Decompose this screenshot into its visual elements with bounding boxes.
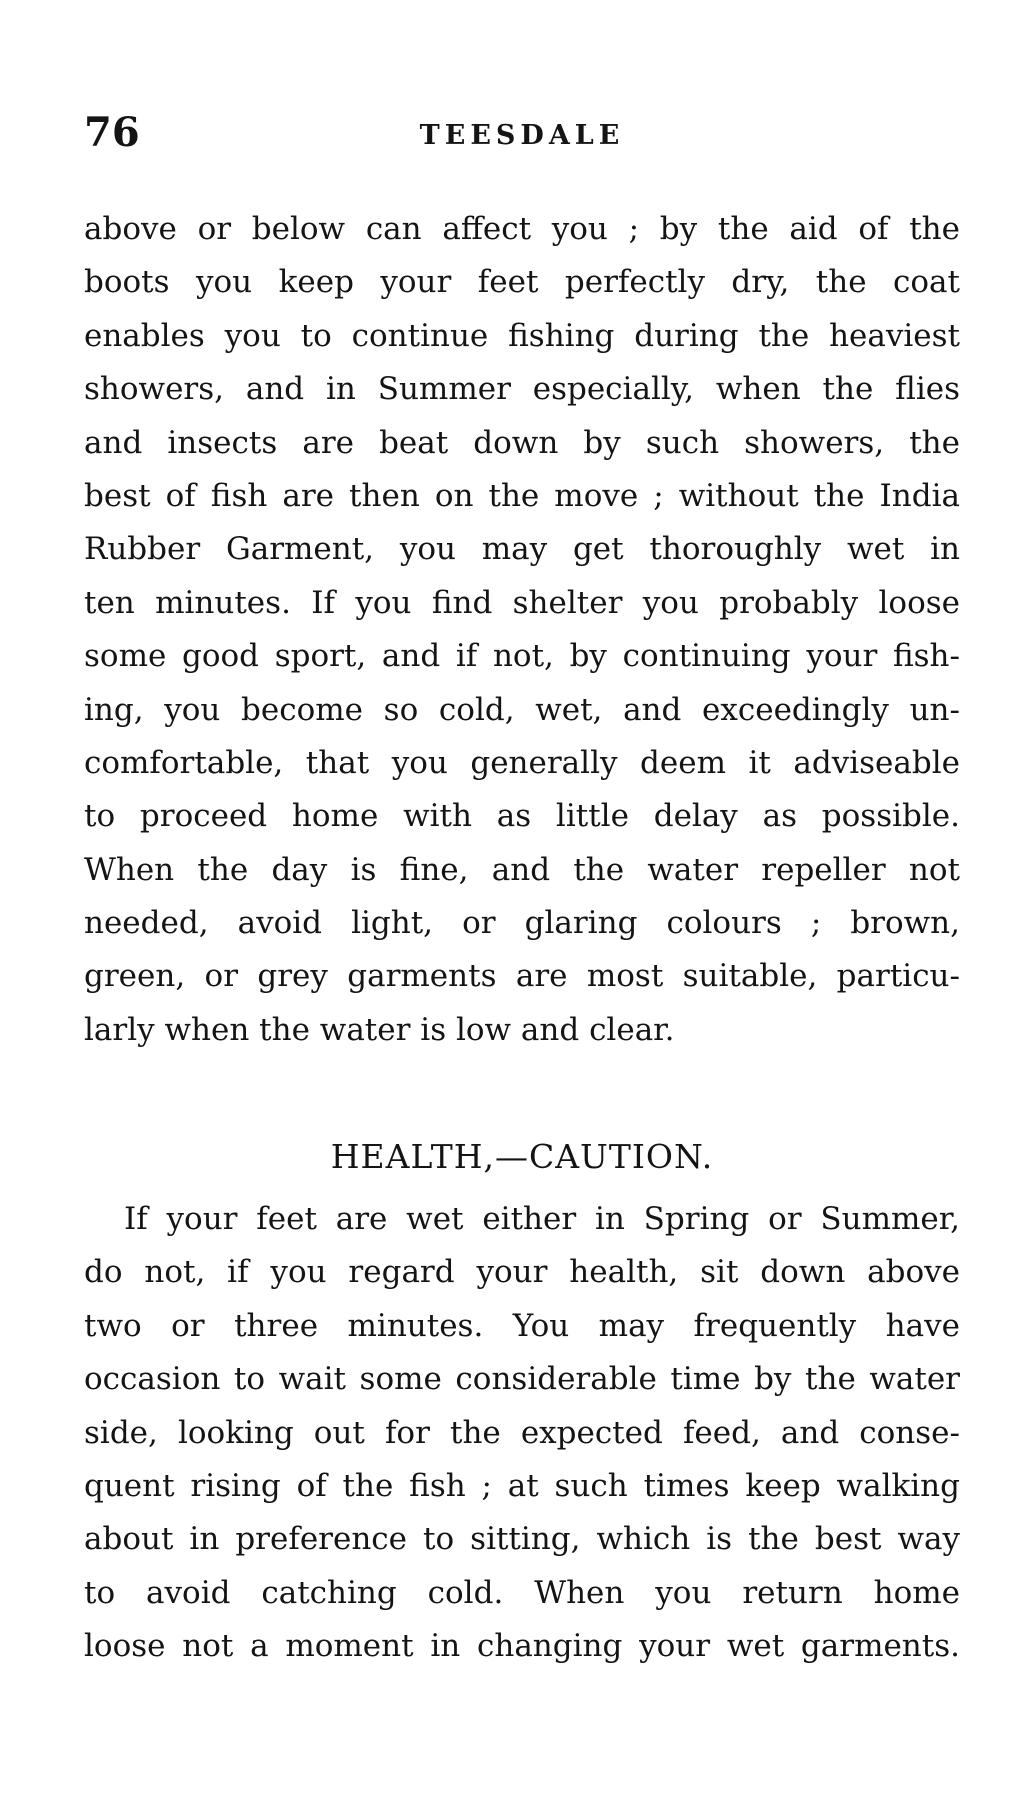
text-line: showers, and in Summer especially, when the flies xyxy=(84,371,960,408)
section-heading: HEALTH,—CAUTION. xyxy=(330,1137,714,1177)
text-line: comfortable, that you generally deem it adviseable xyxy=(84,744,960,781)
text-line: enables you to continue fishing during the heaviest xyxy=(84,317,960,354)
text-line: side, looking out for the expected feed, and conse- xyxy=(84,1414,960,1451)
text-line: quent rising of the fish ; at such times keep walking xyxy=(84,1467,960,1504)
text-line: ten minutes. If you find shelter you probably loose xyxy=(84,584,960,621)
running-title: TEESDALE xyxy=(419,120,625,151)
text-line: to avoid catching cold. When you return home xyxy=(84,1574,960,1611)
text-line: When the day is fine, and the water repeller not xyxy=(84,851,960,888)
text-line: needed, avoid light, or glaring colours ; brown, xyxy=(84,905,960,942)
text-line: boots you keep your feet perfectly dry, the coat xyxy=(84,264,960,301)
running-head xyxy=(84,108,960,158)
text-line: ing, you become so cold, wet, and exceedingly un- xyxy=(84,691,960,728)
text-line: two or three minutes. You may frequently have xyxy=(84,1307,960,1344)
text-line: loose not a moment in changing your wet garments. xyxy=(84,1628,960,1665)
text-line: to proceed home with as little delay as possible. xyxy=(84,798,960,835)
text-line: larly when the water is low and clear. xyxy=(84,1011,675,1048)
text-line: occasion to wait some considerable time by the water xyxy=(84,1361,960,1398)
text-line: do not, if you regard your health, sit down above xyxy=(84,1254,960,1291)
text-line: Rubber Garment, you may get thoroughly wet in xyxy=(84,531,960,568)
text-line: best of fish are then on the move ; without the India xyxy=(84,477,960,514)
text-line: green, or grey garments are most suitable, particu- xyxy=(84,958,960,995)
paragraph-rain-garments xyxy=(84,203,960,1057)
page-number: 76 xyxy=(84,109,140,156)
text-line: above or below can affect you ; by the aid of the xyxy=(84,211,960,247)
text-line: If your feet are wet either in Spring or Summer, xyxy=(124,1201,960,1237)
paragraph-health-caution xyxy=(84,1193,960,1674)
text-line: and insects are beat down by such showers, the xyxy=(84,424,960,461)
text-line: about in preference to sitting, which is the best way xyxy=(84,1521,960,1558)
text-line: some good sport, and if not, by continuing your fish- xyxy=(84,638,960,675)
